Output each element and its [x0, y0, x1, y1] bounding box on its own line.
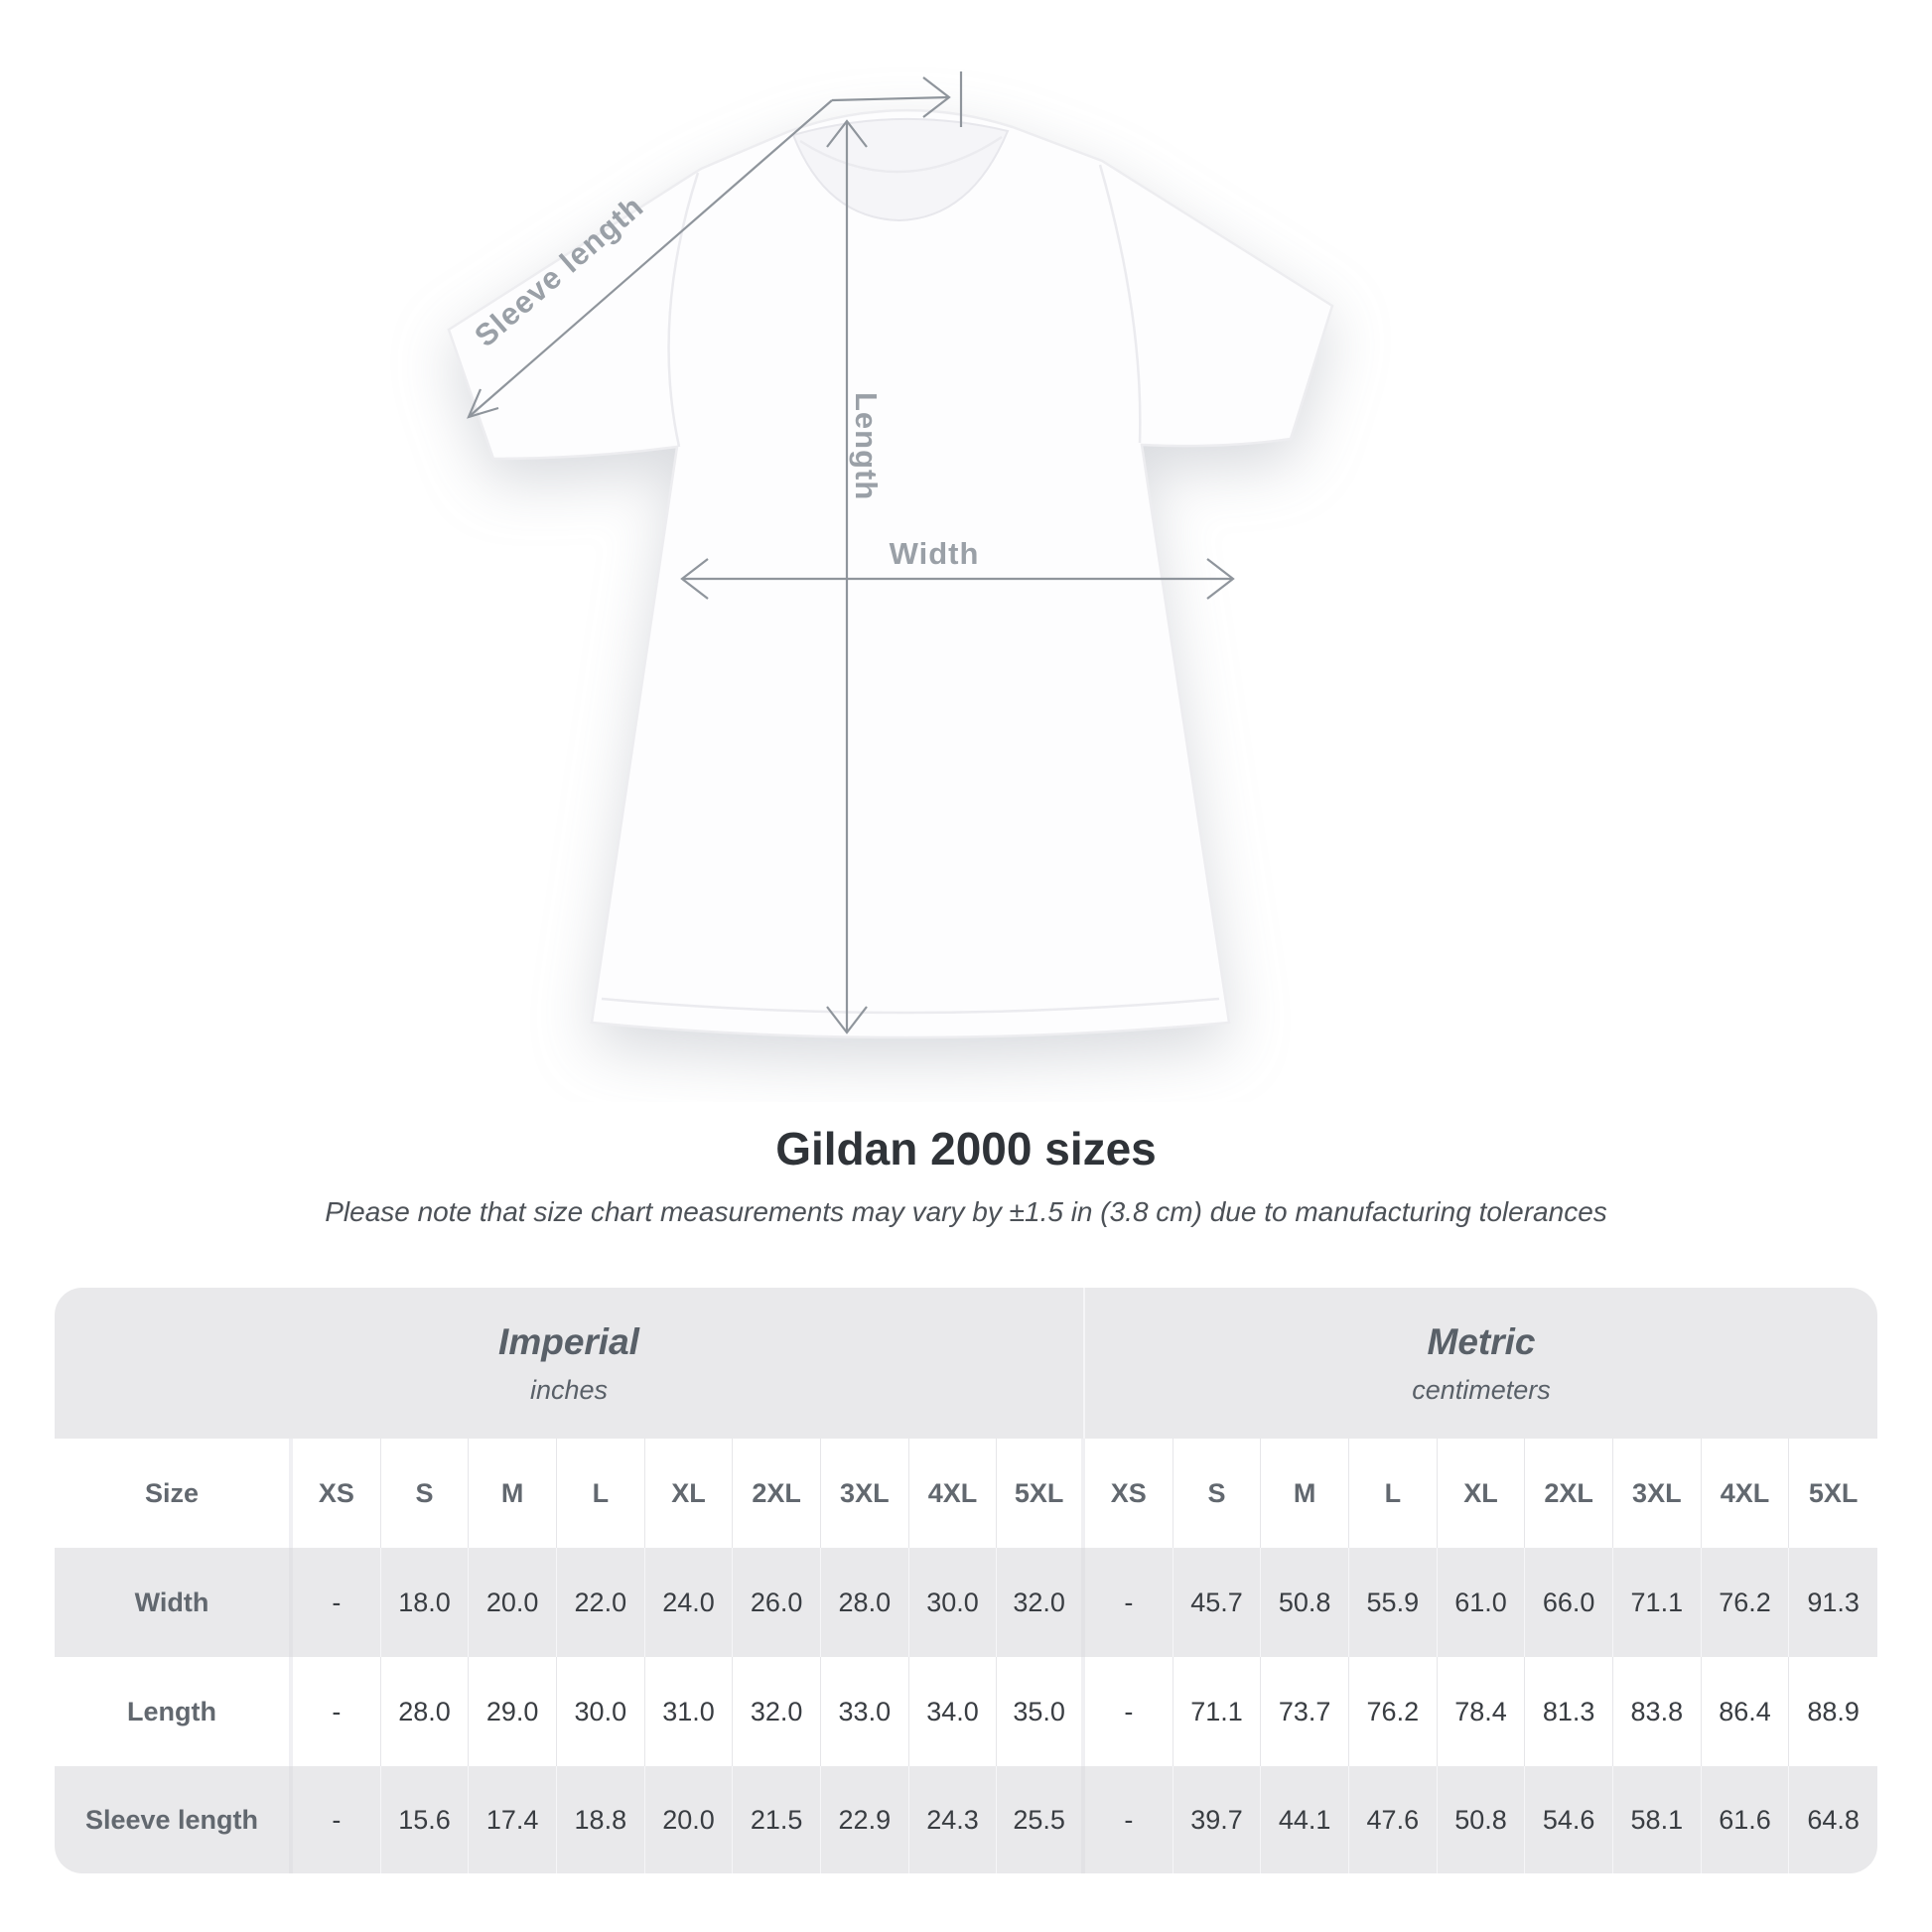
metric-value-cell: 73.7	[1261, 1657, 1349, 1766]
metric-size-header: L	[1349, 1439, 1438, 1548]
imperial-value-cell: 28.0	[821, 1548, 909, 1657]
measurement-row-label: Length	[55, 1657, 293, 1766]
length-label: Length	[849, 392, 884, 501]
metric-value-cell: 71.1	[1613, 1548, 1702, 1657]
imperial-value-cell: 30.0	[557, 1657, 645, 1766]
imperial-size-header: S	[381, 1439, 470, 1548]
metric-size-header: S	[1173, 1439, 1262, 1548]
imperial-group-title: Imperial	[498, 1320, 639, 1362]
imperial-value-cell: 25.5	[997, 1766, 1085, 1873]
metric-value-cell: 61.0	[1438, 1548, 1526, 1657]
tolerance-note: Please note that size chart measurements may vary by ±1.5 in (3.8 cm) due to manufacturing tolerances	[325, 1196, 1607, 1227]
size-table	[55, 1288, 1877, 1873]
metric-value-cell: 47.6	[1349, 1766, 1438, 1873]
metric-value-cell: 61.6	[1702, 1766, 1790, 1873]
imperial-value-cell: 24.3	[909, 1766, 998, 1873]
metric-size-header: 3XL	[1613, 1439, 1702, 1548]
imperial-value-cell: 33.0	[821, 1657, 909, 1766]
imperial-value-cell: 34.0	[909, 1657, 998, 1766]
imperial-value-cell: 22.0	[557, 1548, 645, 1657]
metric-size-header: M	[1261, 1439, 1349, 1548]
imperial-value-cell: 20.0	[469, 1548, 557, 1657]
metric-group-title: Metric	[1427, 1320, 1536, 1362]
metric-value-cell: 50.8	[1438, 1766, 1526, 1873]
metric-size-header: 5XL	[1789, 1439, 1877, 1548]
width-row	[55, 1548, 1877, 1657]
imperial-value-cell: 24.0	[645, 1548, 734, 1657]
imperial-value-cell: -	[293, 1657, 381, 1766]
metric-group-header	[1085, 1288, 1877, 1439]
page-title: Gildan 2000 sizes	[775, 1123, 1157, 1174]
imperial-size-header: 3XL	[821, 1439, 909, 1548]
metric-value-cell: -	[1085, 1548, 1173, 1657]
imperial-size-header: 2XL	[733, 1439, 821, 1548]
imperial-value-cell: 35.0	[997, 1657, 1085, 1766]
size-header-row	[55, 1439, 1877, 1548]
metric-value-cell: -	[1085, 1657, 1173, 1766]
imperial-value-cell: -	[293, 1766, 381, 1873]
imperial-value-cell: 28.0	[381, 1657, 470, 1766]
metric-value-cell: 78.4	[1438, 1657, 1526, 1766]
metric-value-cell: 50.8	[1261, 1548, 1349, 1657]
imperial-value-cell: 30.0	[909, 1548, 998, 1657]
imperial-value-cell: 26.0	[733, 1548, 821, 1657]
metric-value-cell: -	[1085, 1766, 1173, 1873]
metric-value-cell: 81.3	[1525, 1657, 1613, 1766]
imperial-value-cell: 18.0	[381, 1548, 470, 1657]
metric-value-cell: 88.9	[1789, 1657, 1877, 1766]
imperial-value-cell: 32.0	[733, 1657, 821, 1766]
metric-value-cell: 39.7	[1173, 1766, 1262, 1873]
width-label: Width	[889, 536, 980, 571]
imperial-value-cell: 18.8	[557, 1766, 645, 1873]
imperial-value-cell: 15.6	[381, 1766, 470, 1873]
imperial-value-cell: 21.5	[733, 1766, 821, 1873]
sleeve-length-row	[55, 1766, 1877, 1873]
metric-value-cell: 64.8	[1789, 1766, 1877, 1873]
metric-value-cell: 66.0	[1525, 1548, 1613, 1657]
imperial-size-header: XS	[293, 1439, 381, 1548]
imperial-value-cell: 17.4	[469, 1766, 557, 1873]
metric-value-cell: 86.4	[1702, 1657, 1790, 1766]
imperial-value-cell: 22.9	[821, 1766, 909, 1873]
metric-value-cell: 83.8	[1613, 1657, 1702, 1766]
metric-value-cell: 76.2	[1349, 1657, 1438, 1766]
imperial-size-header: L	[557, 1439, 645, 1548]
metric-value-cell: 91.3	[1789, 1548, 1877, 1657]
metric-size-header: XL	[1438, 1439, 1526, 1548]
imperial-group-header	[55, 1288, 1085, 1439]
metric-size-header: 4XL	[1702, 1439, 1790, 1548]
metric-size-header: 2XL	[1525, 1439, 1613, 1548]
imperial-size-header: 5XL	[997, 1439, 1085, 1548]
imperial-value-cell: 29.0	[469, 1657, 557, 1766]
metric-value-cell: 54.6	[1525, 1766, 1613, 1873]
metric-group-subtitle: centimeters	[1412, 1374, 1551, 1405]
size-corner-label: Size	[55, 1439, 293, 1548]
imperial-value-cell: 31.0	[645, 1657, 734, 1766]
measurement-row-label: Width	[55, 1548, 293, 1657]
unit-group-header-row	[55, 1288, 1877, 1439]
metric-size-header: XS	[1085, 1439, 1173, 1548]
imperial-value-cell: 32.0	[997, 1548, 1085, 1657]
imperial-group-subtitle: inches	[529, 1374, 609, 1405]
metric-value-cell: 71.1	[1173, 1657, 1262, 1766]
metric-value-cell: 45.7	[1173, 1548, 1262, 1657]
metric-value-cell: 76.2	[1702, 1548, 1790, 1657]
metric-value-cell: 58.1	[1613, 1766, 1702, 1873]
sleeve-top-reference-line	[832, 97, 949, 100]
imperial-value-cell: 20.0	[645, 1766, 734, 1873]
imperial-size-header: 4XL	[909, 1439, 998, 1548]
imperial-size-header: M	[469, 1439, 557, 1548]
imperial-value-cell: -	[293, 1548, 381, 1657]
length-row	[55, 1657, 1877, 1766]
metric-value-cell: 55.9	[1349, 1548, 1438, 1657]
imperial-size-header: XL	[645, 1439, 734, 1548]
sleeve-length-label: Sleeve length	[468, 189, 650, 354]
metric-value-cell: 44.1	[1261, 1766, 1349, 1873]
measurement-row-label: Sleeve length	[55, 1766, 293, 1873]
